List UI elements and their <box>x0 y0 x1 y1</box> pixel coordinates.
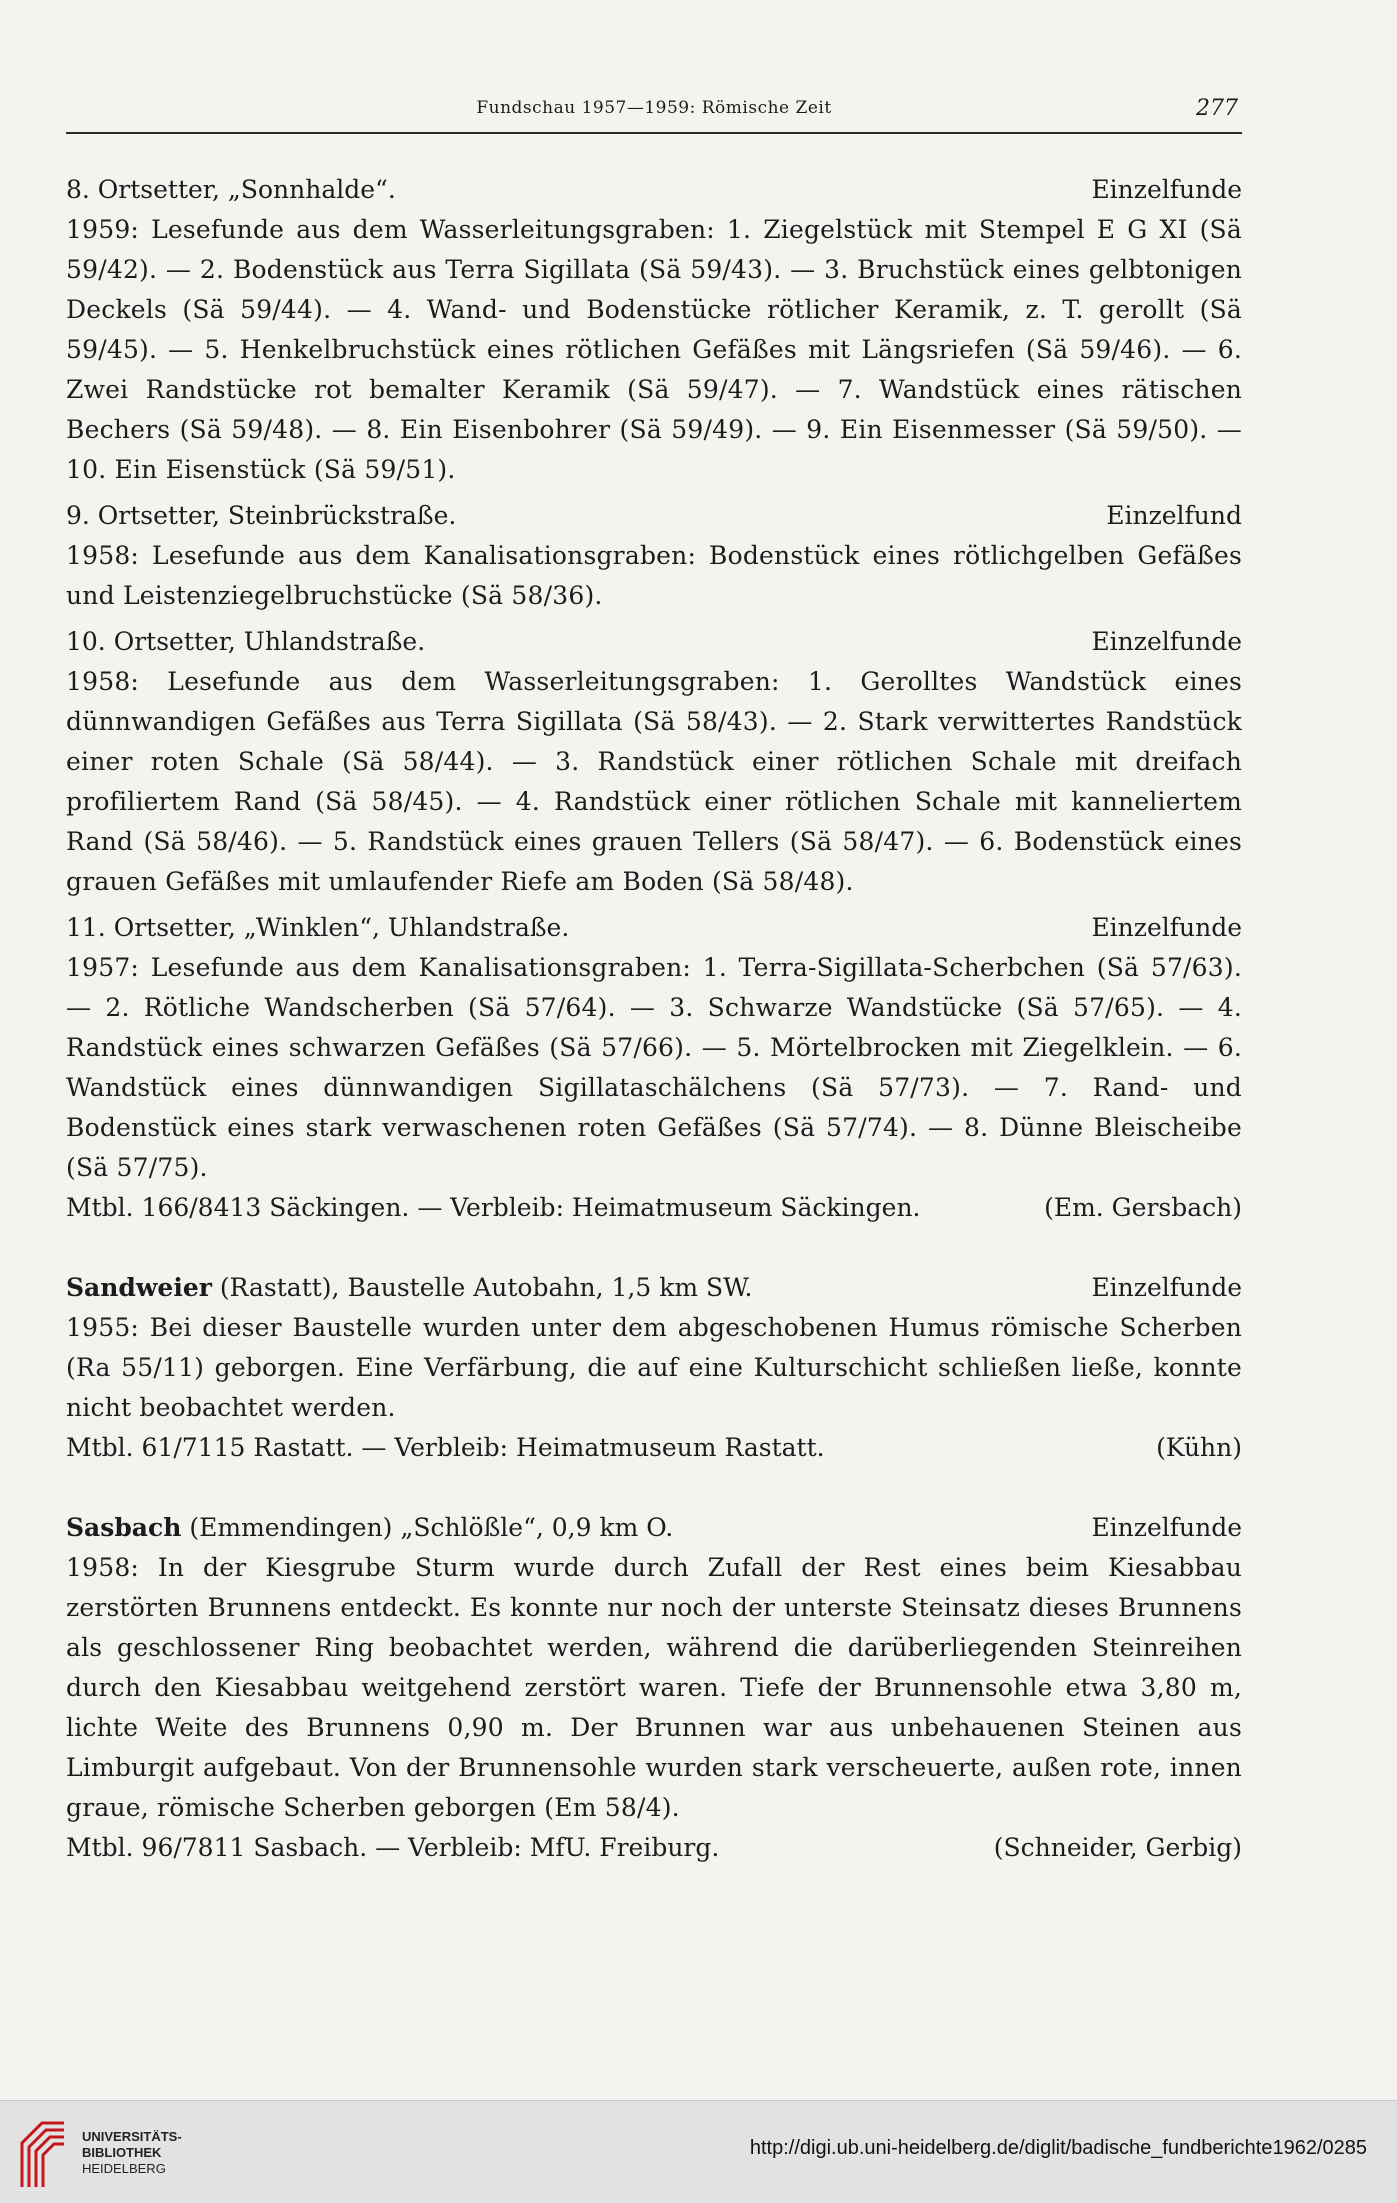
entry-find-type: Einzelfunde <box>1091 1513 1242 1542</box>
entry-find-type: Einzelfunde <box>1091 913 1242 942</box>
entry-heading <box>66 622 1242 662</box>
entry-body: 1959: Lesefunde aus dem Wasserleitungsgraben: 1. Ziegelstück mit Stempel E G XI (Sä 59/42). — 2. Bodenstück aus Terra Sigillata (Sä 59/43). — 3. Bruchstück eines gelbtonigen Deckels (Sä 59/44). — 4. Wand- und Bodenstücke rötlicher Keramik, z. T. gerollt (Sä 59/45). — 5. Henkelbruchstück eines rötlichen Gefäßes mit Längsriefen (Sä 59/46). — 6. Zwei Randstücke rot bemalter Keramik (Sä 59/47). — 7. Wandstück eines rätischen Bechers (Sä 59/48). — 8. Ein Eisenbohrer (Sä 59/49). — 9. Ein Eisenmesser (Sä 59/50). — 10. Ein Eisenstück (Sä 59/51). <box>66 215 1242 484</box>
entry-location: (Rastatt), Baustelle Autobahn, 1,5 km SW. <box>219 1273 753 1302</box>
entry-ortsetter-steinbrueckstrasse <box>66 496 1242 616</box>
section-gap <box>66 1474 1242 1508</box>
entry-ortsetter-winklen <box>66 908 1242 1228</box>
map-sheet-and-location: Mtbl. 166/8413 Säckingen. — Verbleib: Heimatmuseum Säckingen. <box>66 1193 921 1222</box>
entry-find-type: Einzelfunde <box>1091 1273 1242 1302</box>
entry-author: (Schneider, Gerbig) <box>993 1833 1242 1862</box>
place-name: Sasbach <box>66 1513 182 1542</box>
entry-sandweier <box>66 1268 1242 1468</box>
entry-reference <box>66 1188 1242 1228</box>
entry-heading <box>66 170 1242 210</box>
entry-author: (Em. Gersbach) <box>1044 1193 1242 1222</box>
entry-title: 11. Ortsetter, „Winklen“, Uhlandstraße. <box>66 913 570 942</box>
page-number: 277 <box>1196 96 1238 121</box>
entry-find-type: Einzelfunde <box>1091 627 1242 656</box>
entry-reference <box>66 1428 1242 1468</box>
entry-body: 1957: Lesefunde aus dem Kanalisationsgraben: 1. Terra-Sigillata-Scherbchen (Sä 57/63). — 2. Rötliche Wandscherben (Sä 57/64). — 3. Schwarze Wandstücke (Sä 57/65). — 4. Randstück eines schwarzen Gefäßes (Sä 57/66). — 5. Mörtelbrocken mit Ziegelklein. — 6. Wandstück eines dünnwandigen Sigillataschälchens (Sä 57/73). — 7. Rand- und Bodenstück eines stark verwaschenen roten Gefäßes (Sä 57/74). — 8. Dünne Bleischeibe (Sä 57/75). <box>66 953 1242 1182</box>
entry-find-type: Einzelfunde <box>1091 175 1242 204</box>
entry-ortsetter-sonnhalde <box>66 170 1242 490</box>
entry-location: (Emmendingen) „Schlößle“, 0,9 km O. <box>189 1513 674 1542</box>
library-name-line: UNIVERSITÄTS- <box>82 2129 182 2144</box>
entry-ortsetter-uhlandstrasse <box>66 622 1242 902</box>
entry-heading <box>66 1508 1242 1548</box>
map-sheet-and-location: Mtbl. 96/7811 Sasbach. — Verbleib: MfU. Freiburg. <box>66 1833 720 1862</box>
entry-body: 1958: Lesefunde aus dem Wasserleitungsgraben: 1. Gerolltes Wandstück eines dünnwandigen Gefäßes aus Terra Sigillata (Sä 58/43). — 2. Stark verwittertes Randstück einer roten Schale (Sä 58/44). — 3. Randstück einer rötlichen Schale mit dreifach profiliertem Rand (Sä 58/45). — 4. Randstück einer rötlichen Schale mit kanneliertem Rand (Sä 58/46). — 5. Randstück eines grauen Tellers (Sä 58/47). — 6. Bodenstück eines grauen Gefäßes mit umlaufender Riefe am Boden (Sä 58/48). <box>66 667 1242 896</box>
entry-heading <box>66 496 1242 536</box>
entry-title <box>66 1508 673 1548</box>
entry-heading <box>66 1268 1242 1308</box>
entry-body: 1958: In der Kiesgrube Sturm wurde durch Zufall der Rest eines beim Kiesabbau zerstörten Brunnens entdeckt. Es konnte nur noch der unterste Steinsatz dieses Brunnens als geschlossener Ring beobachtet werden, während die darüberliegenden Steinreihen durch den Kiesabbau weitgehend zerstört waren. Tiefe der Brunnensohle etwa 3,80 m, lichte Weite des Brunnens 0,90 m. Der Brunnen war aus unbehauenen Steinen aus Limburgit aufgebaut. Von der Brunnensohle wurden stark verscheuerte, außen rote, innen graue, römische Scherben geborgen (Em 58/4). <box>66 1553 1242 1822</box>
page-content <box>66 170 1242 1874</box>
entry-title: 9. Ortsetter, Steinbrückstraße. <box>66 501 457 530</box>
entry-title: 10. Ortsetter, Uhlandstraße. <box>66 627 426 656</box>
entry-body: 1958: Lesefunde aus dem Kanalisationsgraben: Bodenstück eines rötlichgelben Gefäßes und Leistenziegelbruchstücke (Sä 58/36). <box>66 541 1242 610</box>
entry-sasbach <box>66 1508 1242 1868</box>
source-url-link[interactable]: http://digi.ub.uni-heidelberg.de/diglit/badische_fundberichte1962/0285 <box>749 2137 1367 2159</box>
place-name: Sandweier <box>66 1273 212 1302</box>
library-name-line: HEIDELBERG <box>82 2161 166 2176</box>
ub-heidelberg-logo-icon[interactable] <box>16 2113 70 2191</box>
entry-reference <box>66 1828 1242 1868</box>
entry-author: (Kühn) <box>1156 1433 1242 1462</box>
section-gap <box>66 1234 1242 1268</box>
running-head <box>66 92 1242 134</box>
library-name <box>82 2129 182 2177</box>
entry-title <box>66 1268 752 1308</box>
entry-body: 1955: Bei dieser Baustelle wurden unter dem abgeschobenen Humus römische Scherben (Ra 55/11) geborgen. Eine Verfärbung, die auf eine Kulturschicht schließen ließe, konnte nicht beobachtet werden. <box>66 1313 1242 1422</box>
entry-title: 8. Ortsetter, „Sonnhalde“. <box>66 175 396 204</box>
running-title: Fundschau 1957—1959: Römische Zeit <box>476 98 832 118</box>
library-name-line: BIBLIOTHEK <box>82 2145 162 2160</box>
map-sheet-and-location: Mtbl. 61/7115 Rastatt. — Verbleib: Heimatmuseum Rastatt. <box>66 1433 825 1462</box>
entry-heading <box>66 908 1242 948</box>
digital-library-footer <box>0 2100 1397 2203</box>
entry-find-type: Einzelfund <box>1106 501 1242 530</box>
